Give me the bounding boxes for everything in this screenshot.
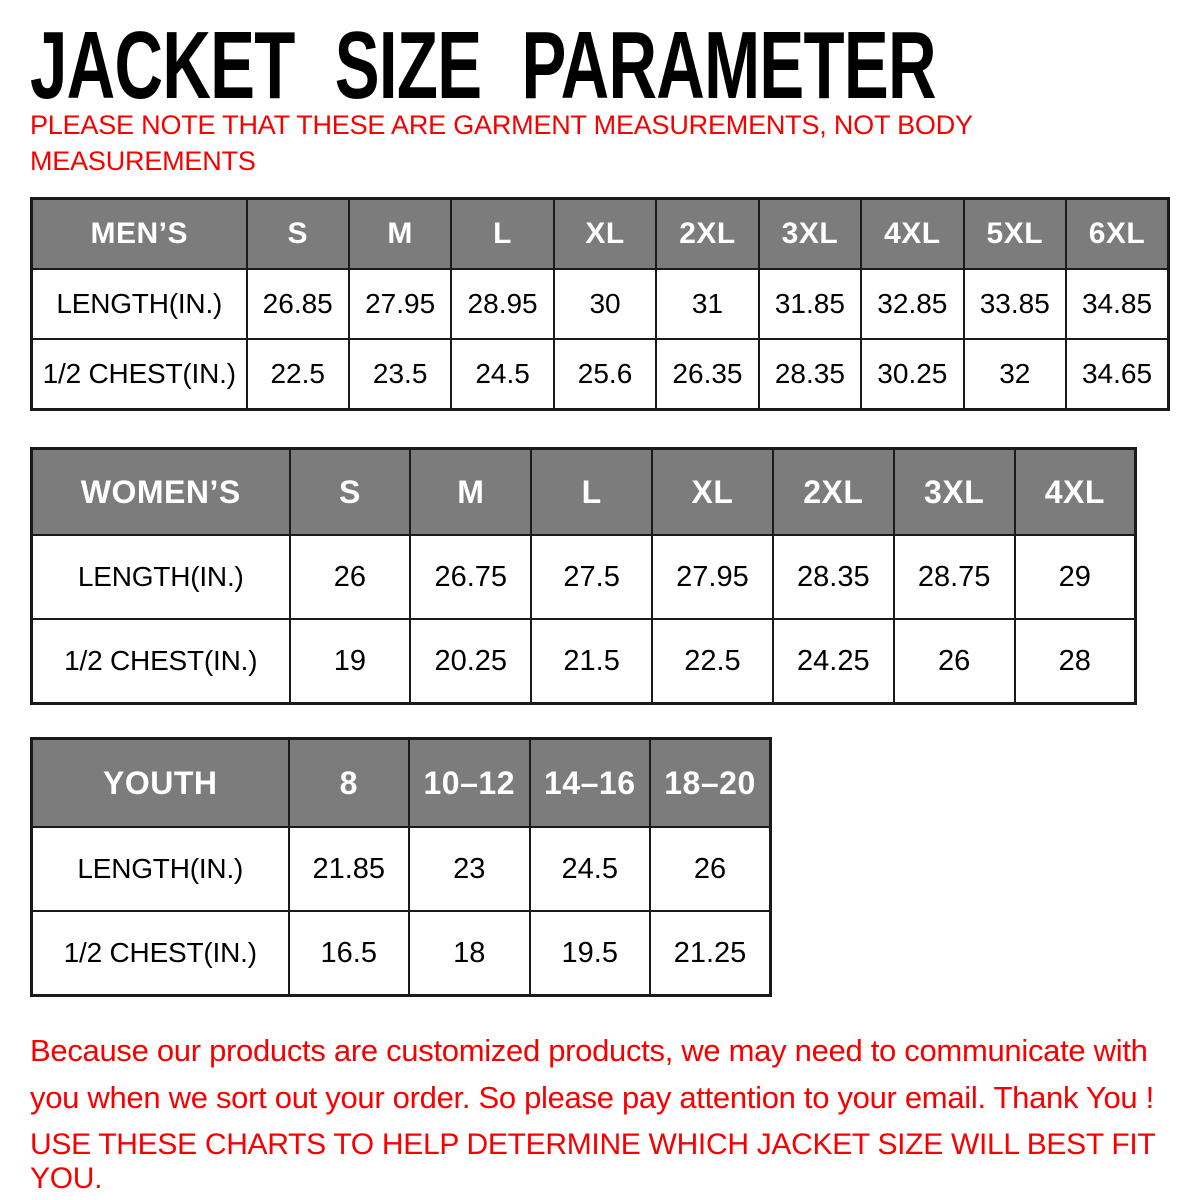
size-header-cell: 14–16 <box>530 739 651 828</box>
row-label-cell: 1/2 CHEST(IN.) <box>32 339 247 410</box>
value-cell: 24.5 <box>451 339 553 410</box>
value-cell: 26.75 <box>410 535 531 619</box>
size-header-cell: S <box>247 199 349 270</box>
row-label-cell: LENGTH(IN.) <box>32 535 290 619</box>
table-title-cell: WOMEN’S <box>32 449 290 536</box>
table-row <box>32 911 771 996</box>
value-cell: 27.5 <box>531 535 652 619</box>
value-cell: 24.5 <box>530 827 651 911</box>
value-cell: 24.25 <box>773 619 894 704</box>
value-cell: 30 <box>554 269 656 339</box>
size-header-cell: M <box>410 449 531 536</box>
value-cell: 31 <box>656 269 758 339</box>
value-cell: 28.35 <box>773 535 894 619</box>
size-table <box>30 447 1137 705</box>
value-cell: 26 <box>650 827 771 911</box>
size-header-cell: 3XL <box>894 449 1015 536</box>
value-cell: 26.85 <box>247 269 349 339</box>
size-header-cell: 5XL <box>964 199 1066 270</box>
value-cell: 32 <box>964 339 1066 410</box>
value-cell: 28.35 <box>759 339 861 410</box>
youth-size-table <box>30 737 772 997</box>
size-header-cell: 18–20 <box>650 739 771 828</box>
table-title-cell: YOUTH <box>32 739 289 828</box>
table-title-cell: MEN’S <box>32 199 247 270</box>
value-cell: 19.5 <box>530 911 651 996</box>
row-label-cell: LENGTH(IN.) <box>32 269 247 339</box>
value-cell: 27.95 <box>652 535 773 619</box>
value-cell: 31.85 <box>759 269 861 339</box>
value-cell: 26 <box>290 535 411 619</box>
table-row <box>32 619 1136 704</box>
value-cell: 22.5 <box>247 339 349 410</box>
table-row <box>32 827 771 911</box>
size-header-cell: L <box>451 199 553 270</box>
value-cell: 26.35 <box>656 339 758 410</box>
table-row <box>32 535 1136 619</box>
row-label-cell: 1/2 CHEST(IN.) <box>32 911 289 996</box>
row-label-cell: 1/2 CHEST(IN.) <box>32 619 290 704</box>
value-cell: 23.5 <box>349 339 451 410</box>
value-cell: 29 <box>1015 535 1136 619</box>
value-cell: 21.85 <box>289 827 410 911</box>
value-cell: 27.95 <box>349 269 451 339</box>
page-title: JACKET SIZE PARAMETER <box>30 12 936 119</box>
value-cell: 20.25 <box>410 619 531 704</box>
value-cell: 19 <box>290 619 411 704</box>
value-cell: 34.65 <box>1066 339 1169 410</box>
value-cell: 21.25 <box>650 911 771 996</box>
value-cell: 23 <box>409 827 530 911</box>
mens-size-table <box>30 197 1170 411</box>
table-row <box>32 339 1169 410</box>
size-table <box>30 737 772 997</box>
size-header-cell: 4XL <box>861 199 963 270</box>
size-header-cell: 6XL <box>1066 199 1169 270</box>
size-header-cell: 4XL <box>1015 449 1136 536</box>
table-row <box>32 269 1169 339</box>
value-cell: 21.5 <box>531 619 652 704</box>
value-cell: 18 <box>409 911 530 996</box>
size-table <box>30 197 1170 411</box>
row-label-cell: LENGTH(IN.) <box>32 827 289 911</box>
customization-email-note: Because our products are customized products, we may need to communicate with you when we sort out your order. So please pay attention to your email. Thank You ! <box>30 1033 1154 1115</box>
size-header-cell: M <box>349 199 451 270</box>
value-cell: 32.85 <box>861 269 963 339</box>
value-cell: 26 <box>894 619 1015 704</box>
size-header-cell: 10–12 <box>409 739 530 828</box>
size-header-cell: 2XL <box>656 199 758 270</box>
value-cell: 33.85 <box>964 269 1066 339</box>
table-header-row <box>32 449 1136 536</box>
womens-size-table <box>30 447 1137 705</box>
value-cell: 28.75 <box>894 535 1015 619</box>
size-header-cell: L <box>531 449 652 536</box>
size-header-cell: S <box>290 449 411 536</box>
value-cell: 34.85 <box>1066 269 1169 339</box>
size-header-cell: 8 <box>289 739 410 828</box>
value-cell: 22.5 <box>652 619 773 704</box>
value-cell: 28 <box>1015 619 1136 704</box>
value-cell: 28.95 <box>451 269 553 339</box>
chart-usage-note: USE THESE CHARTS TO HELP DETERMINE WHICH JACKET SIZE WILL BEST FIT YOU. <box>30 1128 1155 1195</box>
table-header-row <box>32 739 771 828</box>
value-cell: 16.5 <box>289 911 410 996</box>
table-header-row <box>32 199 1169 270</box>
size-header-cell: XL <box>652 449 773 536</box>
size-header-cell: 3XL <box>759 199 861 270</box>
garment-measurement-note: PLEASE NOTE THAT THESE ARE GARMENT MEASUREMENTS, NOT BODY MEASUREMENTS <box>30 110 973 176</box>
size-header-cell: XL <box>554 199 656 270</box>
value-cell: 25.6 <box>554 339 656 410</box>
value-cell: 30.25 <box>861 339 963 410</box>
size-header-cell: 2XL <box>773 449 894 536</box>
